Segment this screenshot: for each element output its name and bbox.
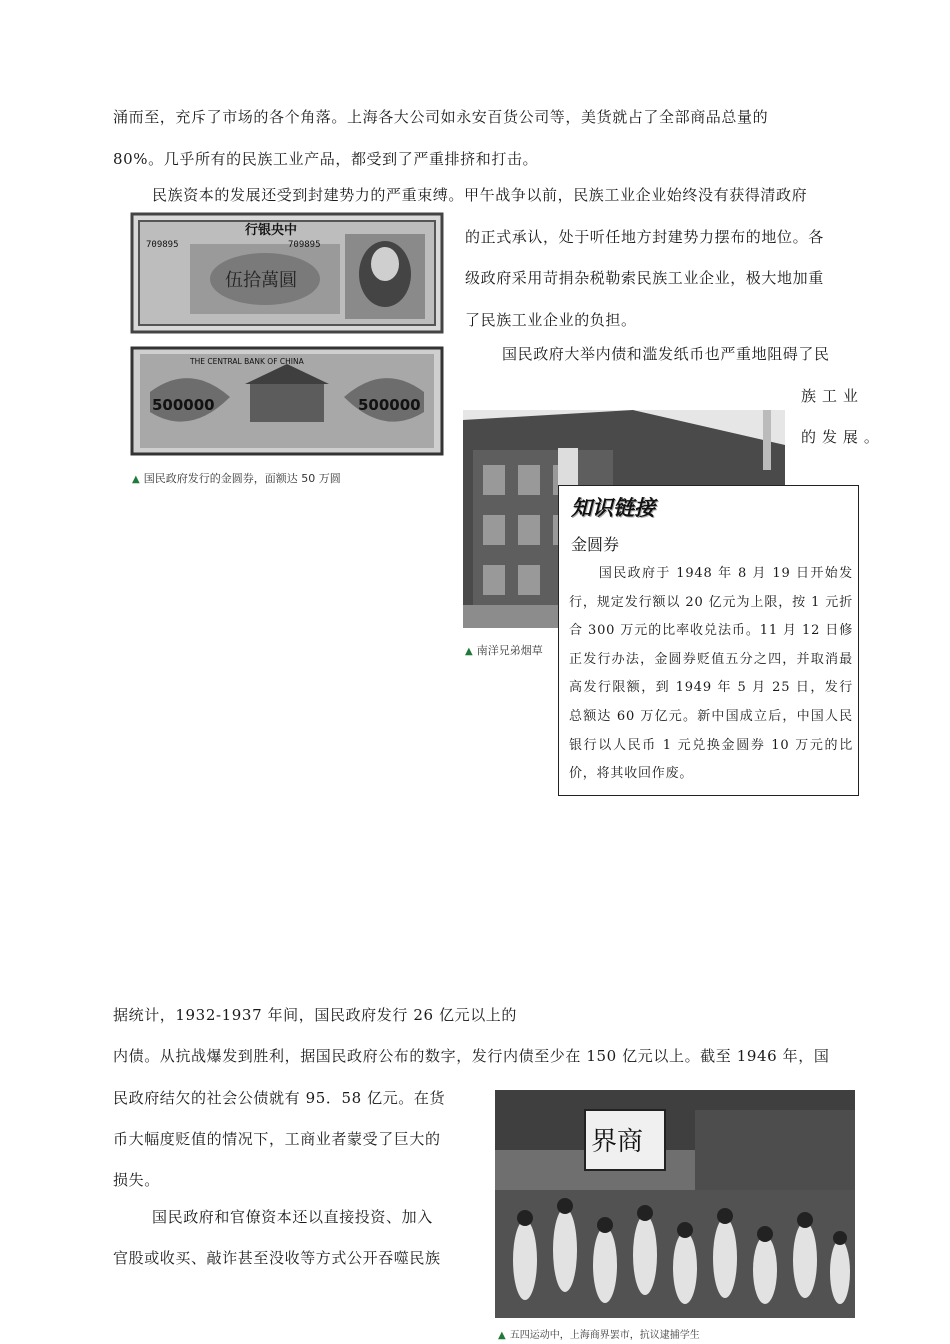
protest-photo-illustration — [495, 1090, 855, 1318]
body-text-line: 80%。几乎所有的民族工业产品，都受到了严重排挤和打击。 — [113, 150, 539, 168]
svg-text:709895: 709895 — [146, 240, 179, 250]
body-text-line: 损失。 — [113, 1171, 160, 1189]
triangle-marker-icon: ▲ — [465, 646, 473, 657]
body-text-line: 据统计，1932-1937 年间，国民政府发行 26 亿元以上的 — [113, 1006, 518, 1024]
body-text-line: 币大幅度贬值的情况下，工商业者蒙受了巨大的 — [113, 1130, 441, 1148]
triangle-marker-icon: ▲ — [132, 474, 140, 485]
body-text-line: 国民政府大举内债和滥发纸币也严重地阻碍了民 — [502, 345, 830, 363]
body-text-line: 了民族工业企业的负担。 — [465, 311, 637, 329]
knowledge-link-subheading: 金圆券 — [571, 535, 620, 554]
banknote-caption — [132, 470, 341, 486]
body-text-line: 民政府结欠的社会公债就有 95．58 亿元。在货 — [113, 1089, 446, 1107]
body-text-line: 族 工 业 — [801, 387, 859, 405]
svg-text:709895: 709895 — [288, 240, 321, 250]
body-text-line: 涌而至，充斥了市场的各个角落。上海各大公司如永安百货公司等，美货就占了全部商品总量的 — [113, 108, 769, 126]
caption-text: 南洋兄弟烟草 — [476, 644, 543, 657]
protest-photo — [495, 1090, 855, 1318]
caption-text: 五四运动中，上海商界罢市，抗议逮捕学生 — [509, 1330, 700, 1341]
knowledge-link-box — [558, 485, 859, 796]
svg-text:500000: 500000 — [152, 396, 215, 414]
body-text-line: 国民政府和官僚资本还以直接投资、加入 — [152, 1208, 433, 1226]
body-text-line: 级政府采用苛捐杂税勒索民族工业企业，极大地加重 — [465, 269, 824, 287]
svg-text:界商: 界商 — [591, 1127, 644, 1157]
triangle-marker-icon: ▲ — [498, 1330, 506, 1341]
caption-text: 国民政府发行的金圆券，面额达 50 万圆 — [143, 472, 341, 485]
svg-text:伍拾萬圓: 伍拾萬圓 — [225, 270, 297, 291]
svg-text:500000: 500000 — [358, 396, 421, 414]
protest-caption — [498, 1326, 700, 1341]
factory-caption — [465, 642, 543, 658]
knowledge-link-body: 国民政府于 1948 年 8 月 19 日开始发行，规定发行额以 20 亿元为上限，按 1 元折合 300 万元的比率收兑法币。11 月 12 日修正发行办法，金圆券贬值五分之四，并取消最高发行限额，到 1949 年 5 月 25 日，发行总额达 60 万亿元。新中国成立后，中国人民银行以人民币 1 元兑换金圆券 10 万元的比价，将其收回作废。 — [569, 566, 853, 782]
body-text-line: 官股或收买、敲诈甚至没收等方式公开吞噬民族 — [113, 1249, 441, 1267]
body-text-line: 的正式承认，处于听任地方封建势力摆布的地位。各 — [465, 228, 824, 246]
body-text-line: 内债。从抗战爆发到胜利，据国民政府公布的数字，发行内债至少在 150 亿元以上。截至 1946 年，国 — [113, 1047, 830, 1065]
svg-text:行银央中: 行银央中 — [245, 223, 298, 238]
banknote-image — [130, 212, 444, 457]
knowledge-link-heading: 知识链接 — [571, 496, 655, 520]
svg-text:THE CENTRAL BANK OF CHINA: THE CENTRAL BANK OF CHINA — [190, 357, 304, 366]
body-text-line: 的 发 展 。 — [801, 428, 880, 446]
body-text-line: 民族资本的发展还受到封建势力的严重束缚。甲午战争以前，民族工业企业始终没有获得清政府 — [152, 186, 808, 204]
banknote-illustration — [130, 212, 444, 457]
